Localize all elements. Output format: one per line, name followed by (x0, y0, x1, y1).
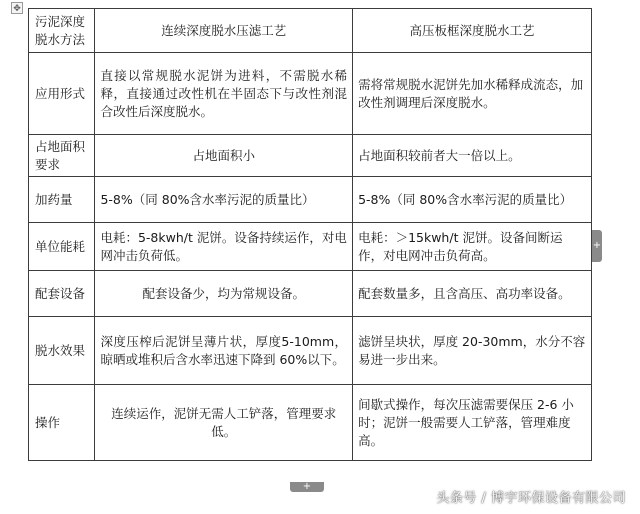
table-row (29, 385, 592, 461)
header-high-pressure-process: 高压板框深度脱水工艺 (353, 9, 592, 53)
header-continuous-process: 连续深度脱水压滤工艺 (95, 9, 353, 53)
table-row (29, 271, 592, 317)
cell-dosage-b: 5-8%（同 80%含水率污泥的质量比） (353, 177, 592, 223)
row-label-equipment: 配套设备 (29, 271, 95, 317)
table-row (29, 223, 592, 271)
cell-application-b: 需将常规脱水泥饼先加水稀释成流态，加改性剂调理后深度脱水。 (353, 53, 592, 135)
table-row (29, 317, 592, 385)
row-label-energy: 单位能耗 (29, 223, 95, 271)
table-header-row (29, 9, 592, 53)
cell-operation-a: 连续运作，泥饼无需人工铲落，管理要求低。 (95, 385, 353, 461)
add-column-icon[interactable]: + (592, 230, 602, 262)
row-label-application: 应用形式 (29, 53, 95, 135)
comparison-table (28, 8, 592, 461)
row-label-dosage: 加药量 (29, 177, 95, 223)
add-row-icon[interactable]: + (290, 482, 324, 492)
cell-dewatering-a: 深度压榨后泥饼呈薄片状，厚度5-10mm，晾晒或堆积后含水率迅速下降到 60%以下。 (95, 317, 353, 385)
table-row (29, 135, 592, 177)
table-move-handle-icon[interactable]: ✥ (11, 2, 23, 14)
cell-dewatering-b: 滤饼呈块状，厚度 20-30mm，水分不容易进一步出来。 (353, 317, 592, 385)
row-label-footprint: 占地面积要求 (29, 135, 95, 177)
cell-equipment-a: 配套设备少，均为常规设备。 (95, 271, 353, 317)
header-method-label: 污泥深度脱水方法 (29, 9, 95, 53)
cell-equipment-b: 配套数量多，且含高压、高功率设备。 (353, 271, 592, 317)
cell-application-a: 直接以常规脱水泥饼为进料，不需脱水稀释，直接通过改性机在半固态下与改性剂混合改性后深度脱水。 (95, 53, 353, 135)
cell-energy-a: 电耗：5-8kwh/t 泥饼。设备持续运作，对电网冲击负荷低。 (95, 223, 353, 271)
cell-energy-b: 电耗：＞15kwh/t 泥饼。设备间断运作，对电网冲击负荷高。 (353, 223, 592, 271)
cell-footprint-a: 占地面积小 (95, 135, 353, 177)
row-label-dewatering: 脱水效果 (29, 317, 95, 385)
cell-footprint-b: 占地面积较前者大一倍以上。 (353, 135, 592, 177)
table-row (29, 53, 592, 135)
cell-operation-b: 间歇式操作，每次压滤需要保压 2-6 小时；泥饼一般需要人工铲落，管理难度高。 (353, 385, 592, 461)
cell-dosage-a: 5-8%（同 80%含水率污泥的质量比） (95, 177, 353, 223)
row-label-operation: 操作 (29, 385, 95, 461)
watermark: 头条号 / 博宇环保设备有限公司 (436, 491, 626, 506)
table-row (29, 177, 592, 223)
